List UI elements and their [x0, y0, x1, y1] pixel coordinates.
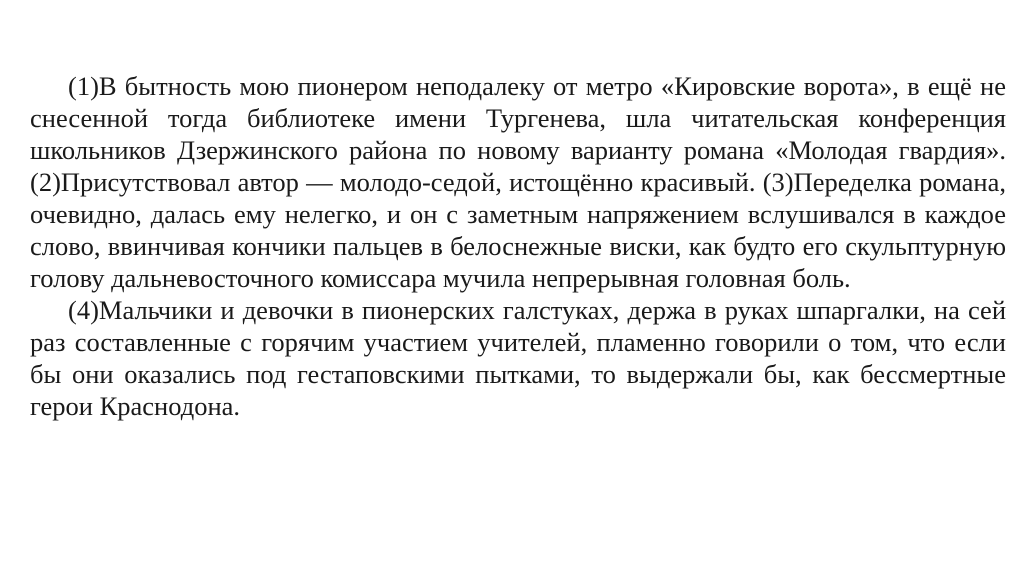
text-block — [30, 70, 1006, 422]
paragraph-1: (1)В бытность мою пионером неподалеку от метро «Кировские ворота», в ещё не снесенной тогда библиотеке имени Тургенева, шла читательская конференция школьников Дзержинского района по новому варианту романа «Молодая гвардия». (2)Присутствовал автор — молодо-седой, истощённо красивый. (3)Переделка романа, очевидно, далась ему нелегко, и он с заметным напряжением вслушивался в каждое слово, ввинчивая кончики пальцев в белоснежные виски, как будто его скульптурную голову дальневосточного комиссара мучила непрерывная головная боль. — [30, 71, 1006, 293]
paragraph-2: (4)Мальчики и девочки в пионерских галстуках, держа в руках шпаргалки, на сей раз составленные с горячим участием учителей, пламенно говорили о том, что если бы они оказались под гестаповскими пытками, то выдержали бы, как бессмертные герои Краснодона. — [30, 295, 1006, 421]
